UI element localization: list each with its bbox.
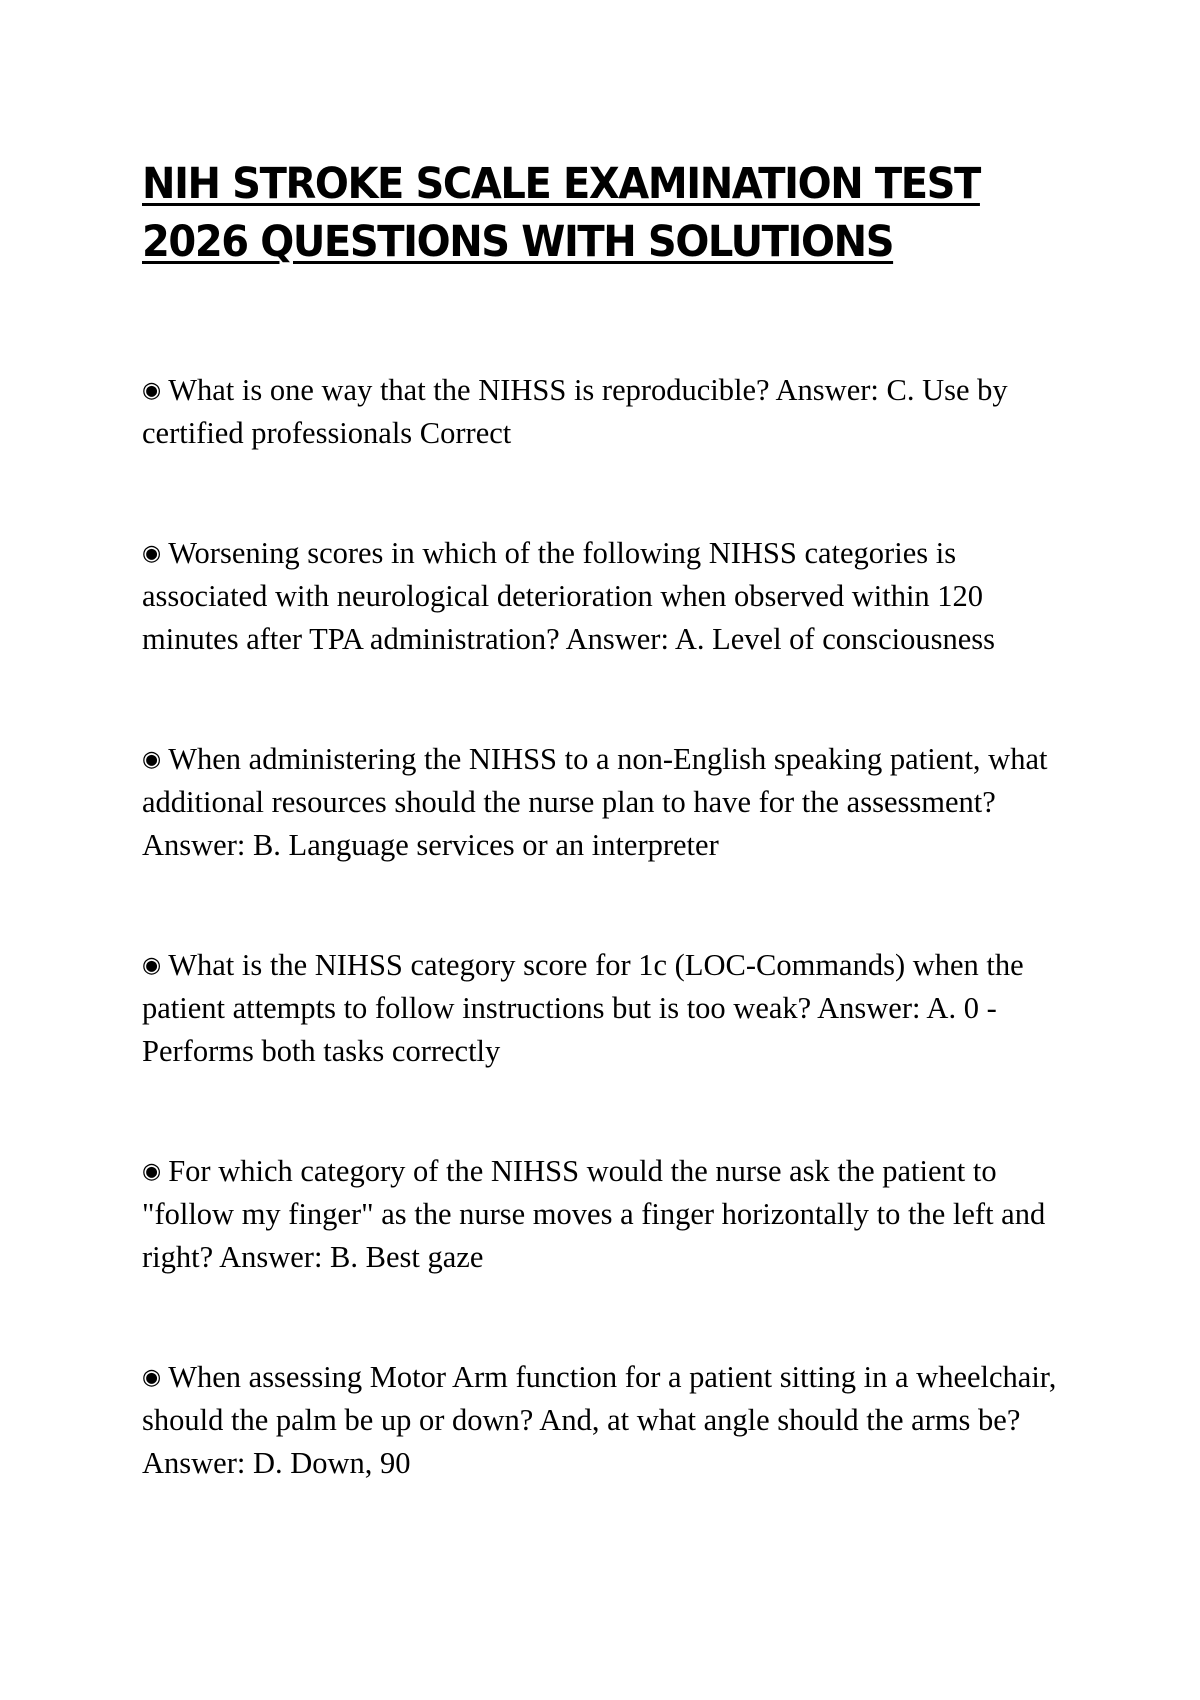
bullet-icon: ◉	[142, 541, 162, 566]
question-text: Worsening scores in which of the following NIHSS categories is associated with neurological deterioration when observed within 120 minutes after TPA administration? Answer: A. Level of consciousness	[142, 536, 996, 656]
question-item-1	[142, 369, 1072, 455]
title-line-1: NIH STROKE SCALE EXAMINATION TEST	[142, 159, 980, 209]
title-line-2: 2026 QUESTIONS WITH SOLUTIONS	[142, 217, 894, 267]
bullet-icon: ◉	[142, 1365, 162, 1390]
question-text: What is the NIHSS category score for 1c (LOC-Commands) when the patient attempts to follow instructions but is too weak? Answer: A. 0 - Performs both tasks correctly	[142, 948, 1024, 1068]
bullet-icon: ◉	[142, 378, 162, 403]
question-item-2	[142, 532, 1072, 661]
question-item-4	[142, 944, 1072, 1073]
bullet-icon: ◉	[142, 747, 162, 772]
question-list	[142, 369, 1072, 1485]
document-title	[142, 155, 1072, 271]
question-text: When administering the NIHSS to a non-English speaking patient, what additional resources should the nurse plan to have for the assessment? Answer: B. Language services or an interpreter	[142, 742, 1048, 862]
question-text: What is one way that the NIHSS is reproducible? Answer: C. Use by certified professionals Correct	[142, 373, 1008, 450]
question-item-6	[142, 1356, 1072, 1485]
document-page	[142, 155, 1072, 1562]
question-item-3	[142, 738, 1072, 867]
question-text: For which category of the NIHSS would the nurse ask the patient to "follow my finger" as the nurse moves a finger horizontally to the left and right? Answer: B. Best gaze	[142, 1154, 1046, 1274]
bullet-icon: ◉	[142, 1159, 162, 1184]
bullet-icon: ◉	[142, 953, 162, 978]
question-item-5	[142, 1150, 1072, 1279]
question-text: When assessing Motor Arm function for a patient sitting in a wheelchair, should the palm be up or down? And, at what angle should the arms be? Answer: D. Down, 90	[142, 1360, 1057, 1480]
